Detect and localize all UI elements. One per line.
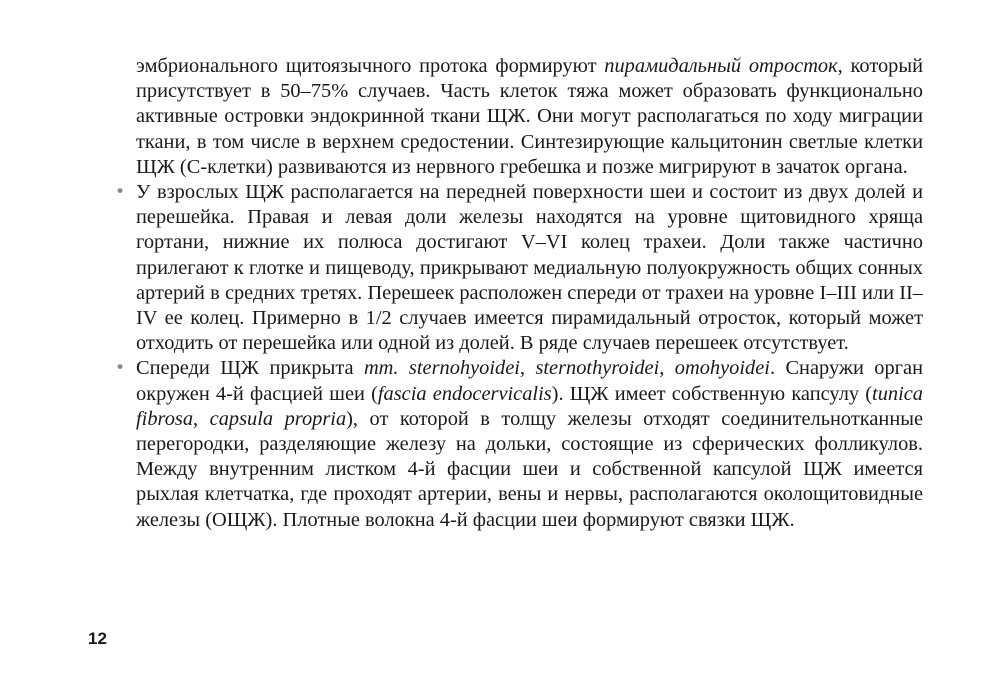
text-run: У взрослых ЩЖ располагается на передней поверхности шеи и состоит из двух долей и перешейка. Правая и левая доли железы находятся на уровне щитовидного хряща гортани, нижние их полюса достигают V–VI колец трахеи. Доли также частично прилегают к глотке и пищеводу, прикрывают медиальную полуокружность общих сонных артерий в средних третях. Перешеек расположен спереди от трахеи на уровне I–III или II–IV ее колец. Примерно в 1/2 случаев имеется пирамидальный отросток, который может отходить от перешейка или одной из долей. В ряде случаев перешеек отсутствует. xyxy=(136,181,923,355)
text-run: , xyxy=(193,407,210,430)
bullet-paragraph-fascia xyxy=(115,356,923,532)
italic-term-pyramidal-process: пирамидальный отросток xyxy=(604,55,838,77)
text-run: ), от которой в толщу железы отходят соединительнотканные перегородки, разделяющие железу на дольки, состоящие из сферических фолликулов. Между внутренним листком 4-й фасции шеи и собственной капсулой ЩЖ имеется рыхлая клетчатка, где проходят артерии, вены и нервы, располагаются околощитовидные железы (ОЩЖ). Плотные волокна 4-й фасции шеи формируют связки ЩЖ. xyxy=(136,407,923,531)
italic-latin-term: tunica fibrosa xyxy=(136,382,923,430)
text-run: . Снаружи орган окружен 4-й фасцией шеи ( xyxy=(136,357,923,405)
italic-latin-term: fascia endocervicalis xyxy=(377,382,552,405)
text-run: , xyxy=(519,357,536,380)
italic-latin-term: mm. sternohyoidei xyxy=(363,357,520,380)
italic-latin-term: omohyoidei xyxy=(674,357,770,380)
paragraph-continuation xyxy=(136,54,923,180)
bullet-marker: • xyxy=(115,358,126,379)
text-run: , xyxy=(659,357,675,380)
text-run: эмбрионального щитоязычного протока формируют xyxy=(136,55,605,77)
italic-latin-term: capsula propria xyxy=(209,407,347,430)
text-run: , который присутствует в 50–75% случаев. Часть клеток тяжа может образовать функционально активные островки эндокринной ткани ЩЖ. Они могут располагаться по ходу миграции ткани, в том числе в верхнем средостении. Синтезирующие кальцитонин светлые клетки ЩЖ (С-клетки) развиваются из нервного гребешка и позже мигрируют в зачаток органа. xyxy=(136,55,923,178)
page-number: 12 xyxy=(88,629,107,648)
bullet-marker: • xyxy=(115,182,126,203)
body-text xyxy=(115,54,923,533)
text-run: ). ЩЖ имеет собственную капсулу ( xyxy=(551,382,873,405)
text-run: Спереди ЩЖ прикрыта xyxy=(136,357,364,380)
bullet-paragraph-location xyxy=(115,180,923,356)
italic-latin-term: sternothyroidei xyxy=(535,357,660,380)
